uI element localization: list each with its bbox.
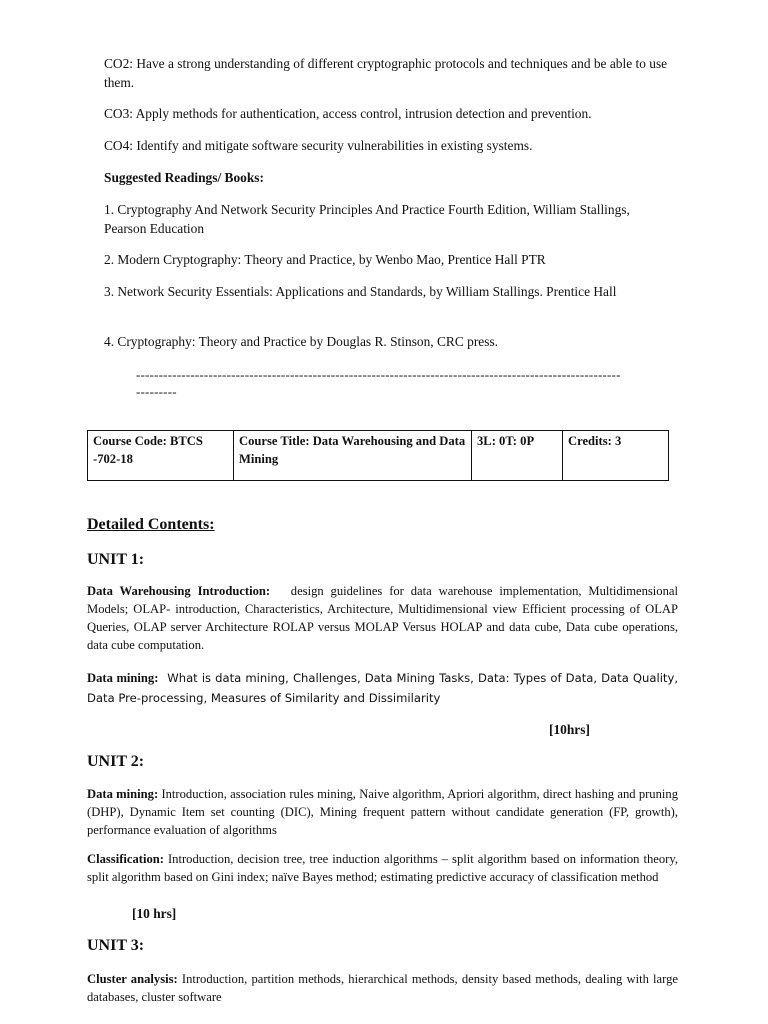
reading-item-4: 4. Cryptography: Theory and Practice by Douglas R. Stinson, CRC press. (104, 334, 498, 349)
reading-item-3: 3. Network Security Essentials: Applications and Standards, by William Stallings. Prentice Hall (104, 284, 617, 299)
table-row (88, 431, 669, 481)
cluster-text: Introduction, partition methods, hierarchical methods, density based methods, dealing with large databases, cluster software (87, 972, 678, 1004)
unit-2-hours: [10 hrs] (132, 906, 177, 921)
course-outcome-co4: CO4: Identify and mitigate software security vulnerabilities in existing systems. (104, 138, 533, 153)
dw-label: Data Warehousing Introduction: (87, 584, 271, 598)
unit-1-hours: [10hrs] (549, 722, 590, 737)
separator-line: ----------------------------------------------------------------------------------------------------------- (136, 367, 621, 382)
u2-dm-label: Data mining: (87, 787, 159, 801)
course-title-cell: Course Title: Data Warehousing and Data Mining (234, 431, 472, 481)
course-outcome-co2: CO2: Have a strong understanding of different cryptographic protocols and techniques and be able to use them. (104, 56, 668, 90)
classification-label: Classification: (87, 852, 164, 866)
dm-label: Data mining: (87, 671, 159, 685)
dm-text: What is data mining, Challenges, Data Mining Tasks, Data: Types of Data, Data Quality, Data Pre-processing, Measures of Similarity and Dissimilarity (87, 671, 679, 705)
unit-1-heading: UNIT 1: (87, 551, 145, 568)
course-credits-cell: Credits: 3 (563, 431, 669, 481)
unit-2-classification (87, 850, 678, 886)
course-code-cell: Course Code: BTCS -702-18 (88, 431, 234, 481)
unit-2-data-mining (87, 785, 678, 839)
unit-1-data-warehousing (87, 582, 678, 654)
unit-2-heading: UNIT 2: (87, 753, 145, 770)
classification-text: Introduction, decision tree, tree induction algorithms – split algorithm based on information theory, split algorithm based on Gini index; naïve Bayes method; estimating predictive accuracy of classification method (87, 852, 678, 884)
readings-heading: Suggested Readings/ Books: (104, 170, 264, 185)
detailed-contents-heading: Detailed Contents: (87, 516, 215, 533)
reading-item-2: 2. Modern Cryptography: Theory and Practice, by Wenbo Mao, Prentice Hall PTR (104, 252, 546, 267)
unit-3-cluster-analysis (87, 970, 678, 1006)
course-outcome-co3: CO3: Apply methods for authentication, access control, intrusion detection and prevention. (104, 106, 592, 121)
unit-3-heading: UNIT 3: (87, 937, 145, 954)
u2-dm-text: Introduction, association rules mining, Naive algorithm, Apriori algorithm, direct hashing and pruning (DHP), Dynamic Item set counting (DIC), Mining frequent pattern without candidate generation (FP, growth), performance evaluation of algorithms (87, 787, 678, 837)
dw-text: design guidelines for data warehouse implementation, Multidimensional Models; OLAP- introduction, Characteristics, Architecture, Multidimensional view Efficient processing of OLAP Queries, OLAP server Architecture ROLAP versus MOLAP Versus HOLAP and data cube, Data cube operations, data cube computation. (87, 584, 678, 652)
cluster-label: Cluster analysis: (87, 972, 178, 986)
unit-1-data-mining (87, 668, 678, 708)
course-ltp-cell: 3L: 0T: 0P (472, 431, 563, 481)
reading-item-1: 1. Cryptography And Network Security Principles And Practice Fourth Edition, William Stallings, Pearson Education (104, 202, 630, 236)
separator-line-tail: --------- (136, 384, 177, 399)
course-info-table (87, 430, 669, 481)
